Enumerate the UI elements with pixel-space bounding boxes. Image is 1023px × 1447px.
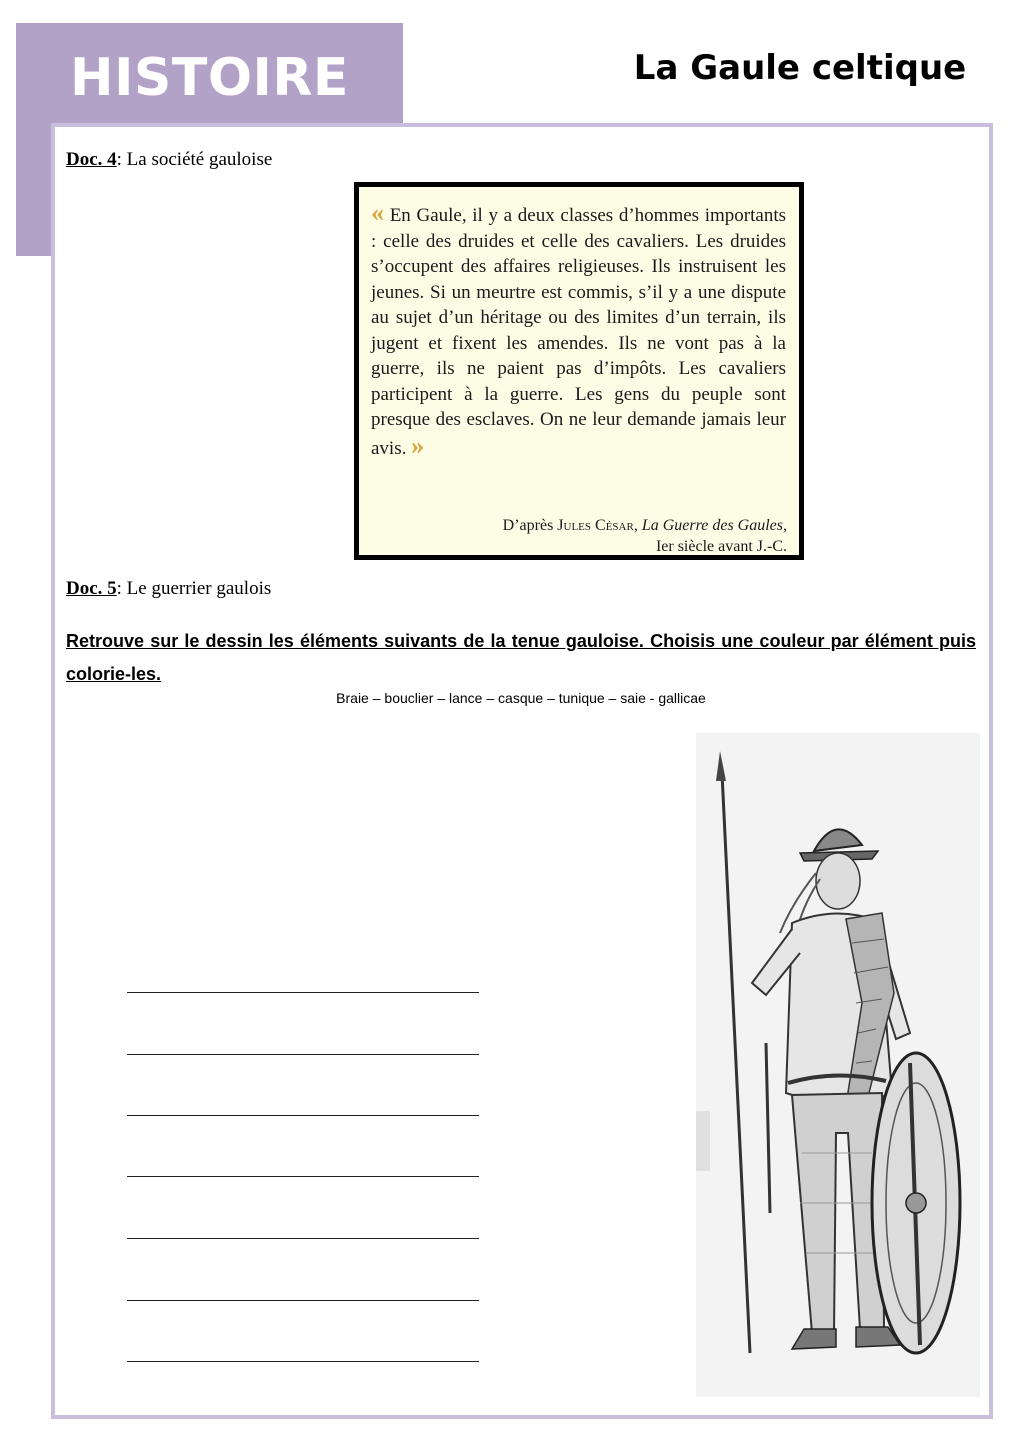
quote-close-mark: » — [411, 430, 425, 460]
source-prefix: D’après — [502, 517, 554, 534]
answer-line-6[interactable] — [127, 1300, 479, 1301]
answer-line-3[interactable] — [127, 1115, 479, 1116]
source-author: Jules César — [557, 517, 634, 534]
answer-line-2[interactable] — [127, 1054, 479, 1055]
quote-source: D’après Jules César, La Guerre des Gaules, Ier siècle avant J.-C. — [502, 517, 787, 555]
source-work: La Guerre des Gaules, — [641, 517, 787, 534]
doc4-label: Doc. 4 — [66, 149, 117, 170]
doc5-caption: : Le guerrier gaulois — [116, 578, 272, 599]
answer-line-4[interactable] — [127, 1176, 479, 1177]
instruction-text: Retrouve sur le dessin les éléments suivants de la tenue gauloise. Choisis une couleur par élément puis colorie-les. — [66, 631, 976, 684]
answer-line-1[interactable] — [127, 992, 479, 993]
answer-line-5[interactable] — [127, 1238, 479, 1239]
quote-text: En Gaule, il y a deux classes d’hommes importants : celle des druides et celle des cavaliers. Les druides s’occupent des affaires religieuses. Ils instruisent les jeunes. Si un meurtre est commis, s’il y a une dispute au sujet d’un héritage ou des limites d’un terrain, ils jugent et fixent les amendes. Ils ne vont pas à la guerre, ils ne paient pas d’impôts. Les cavaliers participent à la guerre. Les gens du peuple sont presque des esclaves. On ne leur demande jamais leur avis. — [371, 205, 787, 459]
quote-body — [371, 200, 786, 461]
vocabulary-list: Braie – bouclier – lance – casque – tunique – saie - gallicae — [336, 690, 706, 706]
quote-open-mark: « — [371, 198, 384, 227]
source-date: Ier siècle avant J.-C. — [655, 538, 787, 555]
subject-title: HISTOIRE — [70, 48, 349, 108]
doc5-heading — [66, 578, 271, 600]
doc5-label: Doc. 5 — [66, 578, 117, 599]
quote-box — [354, 182, 804, 560]
doc4-caption: : La société gauloise — [116, 149, 273, 170]
page-title: La Gaule celtique — [633, 48, 967, 88]
shield-icon — [872, 1053, 960, 1353]
gaulish-warrior-drawing — [696, 733, 980, 1397]
answer-line-7[interactable] — [127, 1361, 479, 1362]
doc4-heading — [66, 149, 272, 171]
